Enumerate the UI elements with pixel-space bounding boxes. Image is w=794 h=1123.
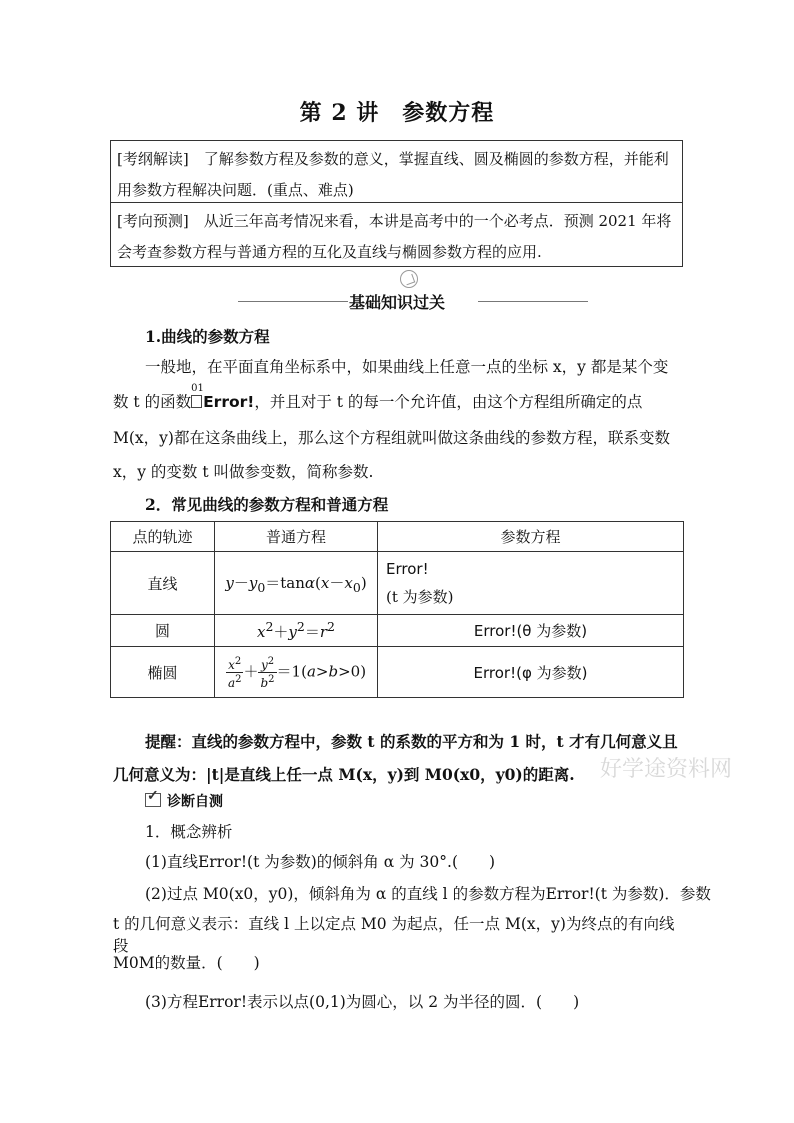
page-title: 第 2 讲 参数方程 <box>299 100 495 126</box>
table-row <box>111 615 684 647</box>
param-equation: Error!(φ 为参数) <box>378 647 684 698</box>
s1-para-line4: x，y 的变数 t 叫做参变数，简称参数. <box>113 463 374 481</box>
check-icon <box>145 793 161 807</box>
placeholder-box-icon <box>191 395 202 408</box>
section-emblem-icon <box>400 270 418 288</box>
trend-forecast: [考向预测] 从近三年高考情况来看，本讲是高考中的一个必考点．预测 2021 年将会考查参数方程与普通方程的互化及直线与椭圆参数方程的应用. <box>117 212 672 261</box>
curve-name: 椭圆 <box>111 647 215 698</box>
q-item2-line3: M0M的数量．( ) <box>113 954 260 972</box>
section-title: 基础知识过关 <box>348 293 445 312</box>
diag-label <box>145 791 715 811</box>
s1-text-a: 数 t 的函数 <box>113 393 192 411</box>
footnote-marker: 01 <box>191 383 204 394</box>
diag-label-text: 诊断自测 <box>167 794 223 810</box>
q-item3: (3)方程Error!表示以点(0,1)为圆心，以 2 为半径的圆．( ) <box>145 993 580 1011</box>
table-row <box>111 552 684 615</box>
table-header: 点的轨迹 <box>111 522 215 552</box>
table-header: 参数方程 <box>378 522 684 552</box>
normal-equation: $\frac{x^2}{a^2}$ ＋ $\frac{y^2}{b^2}$ ＝1(a>b>0) <box>215 647 378 698</box>
curves-table <box>110 521 684 698</box>
q-item2-line2: t 的几何意义表示：直线 l 上以定点 M0 为起点，任一点 M(x，y)为终点的有向线段 <box>113 915 675 955</box>
normal-equation: $y-y_0=\tan\alpha(x-x_0)$ <box>215 552 378 615</box>
curve-name: 圆 <box>111 615 215 647</box>
table-row <box>111 647 684 698</box>
s1-para-line1: 一般地，在平面直角坐标系中，如果曲线上任意一点的坐标 x，y 都是某个变 <box>145 358 669 376</box>
param-error: Error! <box>386 560 429 578</box>
s1-para-line2 <box>113 383 683 412</box>
s2-heading: 2．常见曲线的参数方程和普通方程 <box>145 495 389 514</box>
q1-heading: 1．概念辨析 <box>145 823 233 841</box>
param-note: (t 为参数) <box>386 588 454 606</box>
formula-error: Error! <box>203 393 255 411</box>
s1-text-b: ，并且对于 t 的每一个允许值，由这个方程组所确定的点 <box>254 393 643 411</box>
curve-name: 直线 <box>111 552 215 615</box>
s1-para-line3: M(x，y)都在这条曲线上，那么这个方程组就叫做这条曲线的参数方程，联系变数 <box>113 429 670 447</box>
tip-line2: 几何意义为：|t|是直线上任一点 M(x，y)到 M0(x0，y0)的距离. <box>113 765 575 784</box>
param-equation <box>378 552 684 615</box>
q-item1: (1)直线Error!(t 为参数)的倾斜角 α 为 30°.( ) <box>145 853 496 871</box>
syllabus-box <box>110 140 683 267</box>
param-equation: Error!(θ 为参数) <box>378 615 684 647</box>
s1-heading: 1.曲线的参数方程 <box>145 327 270 346</box>
q-item2-line1: (2)过点 M0(x0，y0)，倾斜角为 α 的直线 l 的参数方程为Error!(t 为参数)．参数 <box>145 885 711 903</box>
tip-line1: 提醒：直线的参数方程中，参数 t 的系数的平方和为 1 时，t 才有几何意义且 <box>145 732 678 751</box>
normal-equation: $x^2+y^2=r^2$ <box>215 615 378 647</box>
syllabus-reading: [考纲解读] 了解参数方程及参数的意义，掌握直线、圆及椭圆的参数方程，并能利用参数方程解决问题．(重点、难点) <box>111 141 682 203</box>
watermark: 好学途资料网 <box>600 757 733 782</box>
table-header: 普通方程 <box>215 522 378 552</box>
